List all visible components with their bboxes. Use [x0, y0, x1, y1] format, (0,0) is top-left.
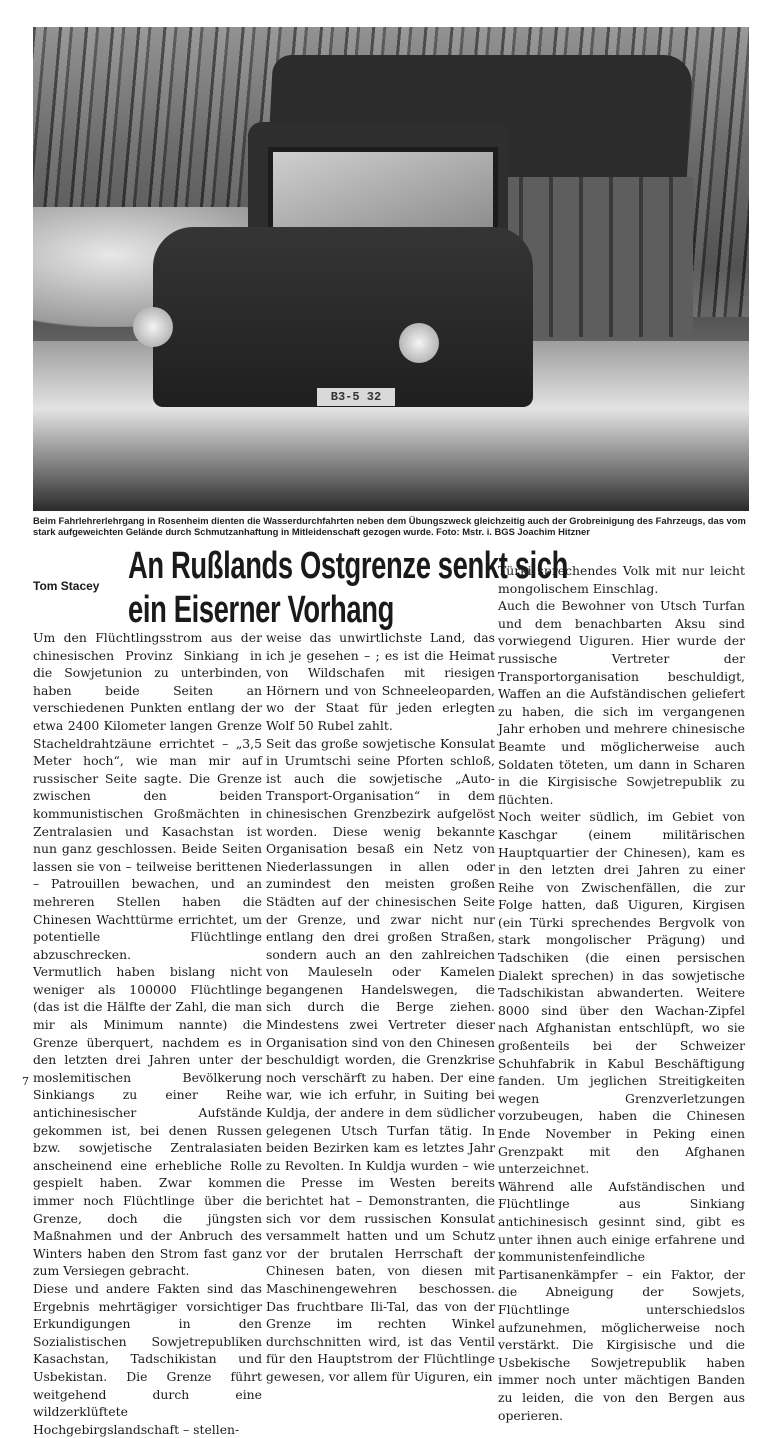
page-number: 7: [22, 1075, 29, 1088]
article-column-1: [33, 629, 262, 1438]
paragraph: Um den Flüchtlingsstrom aus der chinesischen Provinz Sinkiang in die Sowjetunion zu unterbinden, haben beide Seiten an verschiedenen Punkten entlang der etwa 2400 Kilometer langen Grenze Stacheldrahtzäune errichtet – „3,5 Meter hoch“, wie man mir auf russischer Seite sagte. Die Grenze zwischen den beiden kommunistischen Großmächten in Zentralasien und Kasachstan ist nun ganz geschlossen. Beide Seiten lassen sie von – teilweise berittenen – Patrouillen bewachen, und an mehreren Stellen haben die Chinesen Wachttürme errichtet, um potentielle Flüchtlinge abzuschrecken.: [33, 630, 262, 962]
author-name: Tom Stacey: [33, 579, 100, 593]
article-column-2: [266, 629, 495, 1386]
article-column-3: [498, 562, 745, 1424]
headline-line-2: ein Eiserner Vorhang: [128, 589, 394, 631]
paragraph: Während alle Aufständischen und Flüchtlinge aus Sinkiang antichinesisch gesinnt sind, gibt es unter ihnen auch einige erfahrene und kommunistenfeindliche Partisanenkämpfer – ein Faktor, der die Abneigung der Sowjets, Flüchtlinge unterschiedslos aufzunehmen, möglicherweise noch verstärkt. Die Kirgisische und die Usbekische Sowjetrepublik haben immer noch unter mächtigen Banden zu leiden, die von den Bergen aus operieren.: [498, 1178, 745, 1423]
headlight-right: [399, 323, 439, 363]
headline: [128, 544, 569, 632]
paragraph: Seit das große sowjetische Konsulat in Urumtschi seine Pforten schloß, ist auch die sowjetische „Auto-Transport-Organisation“ in dem chinesischen Grenzbezirk aufgelöst worden. Diese wenig bekannte Organisation besaß ein Netz von Niederlassungen in allen oder zumindest den meisten großen Städten auf der chinesischen Seite der Grenze, und zwar nicht nur entlang den drei großen Straßen, sondern auch an den zahlreichen von Mauleseln oder Kamelen begangenen Handelswegen, die sich durch die Berge ziehen. Mindestens zwei Vertreter dieser Organisation sind von den Chinesen beschuldigt worden, die Grenzkrise noch verschärft zu haben. Der eine war, wie ich erfuhr, in Suiting bei Kuldja, der andere in dem südlicher gelegenen Utsch Turfan tätig. In beiden Bezirken kam es letztes Jahr zu Revolten. In Kuldja wurden – wie die Presse im Westen bereits berichtet hat – Demonstranten, die sich vor dem russischen Konsulat versammelt hatten und um Schutz vor der brutalen Herrschaft der Chinesen baten, von diesen mit Maschinengewehren beschossen. Das fruchtbare Ili-Tal, das von der Grenze im rechten Winkel durchschnitten wird, ist das Ventil für den Hauptstrom der Flüchtlinge gewesen, vor allem für Uiguren, ein: [266, 735, 495, 1384]
headlight-left: [133, 307, 173, 347]
paragraph: weise das unwirtlichste Land, das ich je gesehen – ; es ist die Heimat von Wildschafen mit riesigen Hörnern und von Schneeleoparden, wo der Staat für jeden erlegten Wolf 50 Rubel zahlt.: [266, 630, 495, 733]
paragraph: Türki sprechendes Volk mit nur leicht mongolischem Einschlag.: [498, 563, 745, 596]
headline-line-1: An Rußlands Ostgrenze senkt sich: [128, 545, 569, 587]
paragraph: Vermutlich haben bislang nicht weniger als 100000 Flüchtlinge (das ist die Hälfte der Zahl, die man mir als Minimum nannte) die Grenze überquert, nachdem es in den letzten drei Jahren unter der moslemitischen Bevölkerung Sinkiangs zu einer Reihe antichinesischer Aufstände gekommen ist, bei denen Russen bzw. sowjetische Zentralasiaten anscheinend eine erhebliche Rolle gespielt haben. Zwar kommen immer noch Flüchtlinge über die Grenze, doch die jüngsten Maßnahmen und der Anbruch des Winters haben den Strom fast ganz zum Versiegen gebracht.: [33, 964, 262, 1279]
truck-windshield: [268, 147, 498, 232]
paragraph: Noch weiter südlich, im Gebiet von Kaschgar (einem militärischen Hauptquartier der Chinesen), kam es in den letzten drei Jahren zu einer Reihe von Zwischenfällen, die zur Folge hatten, daß Uiguren, Kirgisen (ein Türki sprechendes Bergvolk von stark mongolischer Prägung) und Tadschiken (die einen persischen Dialekt sprechen) in das sowjetische Tadschikistan abwanderten. Weitere 8000 sind über den Wachan-Zipfel nach Afghanistan entschlüpft, wo sie großenteils bei der Schweizer Schuhfabrik in Kabul Beschäftigung fanden. Um jeglichen Streitigkeiten wegen Grenzverletzungen vorzubeugen, haben die Chinesen Ende November in Peking einen Grenzpakt mit den Afghanen unterzeichnet.: [498, 809, 745, 1177]
license-plate: B3-5 32: [317, 388, 395, 406]
truck-photo: [33, 27, 749, 511]
paragraph: Auch die Bewohner von Utsch Turfan und dem benachbarten Aksu sind vorwiegend Uiguren. Hier wurde der russische Vertreter der Transportorganisation beschuldigt, Waffen an die Aufständischen geliefert zu haben, die sich im vergangenen Jahr erhoben und mehrere chinesische Beamte und möglicherweise auch Soldaten töteten, um dann in Scharen in die Kirgisische Sowjetrepublik zu flüchten.: [498, 598, 745, 807]
paragraph: Diese und andere Fakten sind das Ergebnis mehrtägiger vorsichtiger Erkundigungen in den Sozialistischen Sowjetrepubliken Kasachstan, Tadschikistan und Usbekistan. Die Grenze führt weitgehend durch eine wildzerklüftete Hochgebirgslandschaft – stellen-: [33, 1280, 262, 1437]
truck-hood: [153, 227, 533, 407]
photo-caption: Beim Fahrlehrerlehrgang in Rosenheim dienten die Wasserdurchfahrten neben dem Übungszweck gleichzeitig auch der Grobreinigung des Fahrzeugs, das vom stark aufgeweichten Gelände durch Schmutzanhaftung in Mitleidenschaft gezogen wurde. Foto: Mstr. i. BGS Joachim Hitzner: [33, 515, 746, 537]
